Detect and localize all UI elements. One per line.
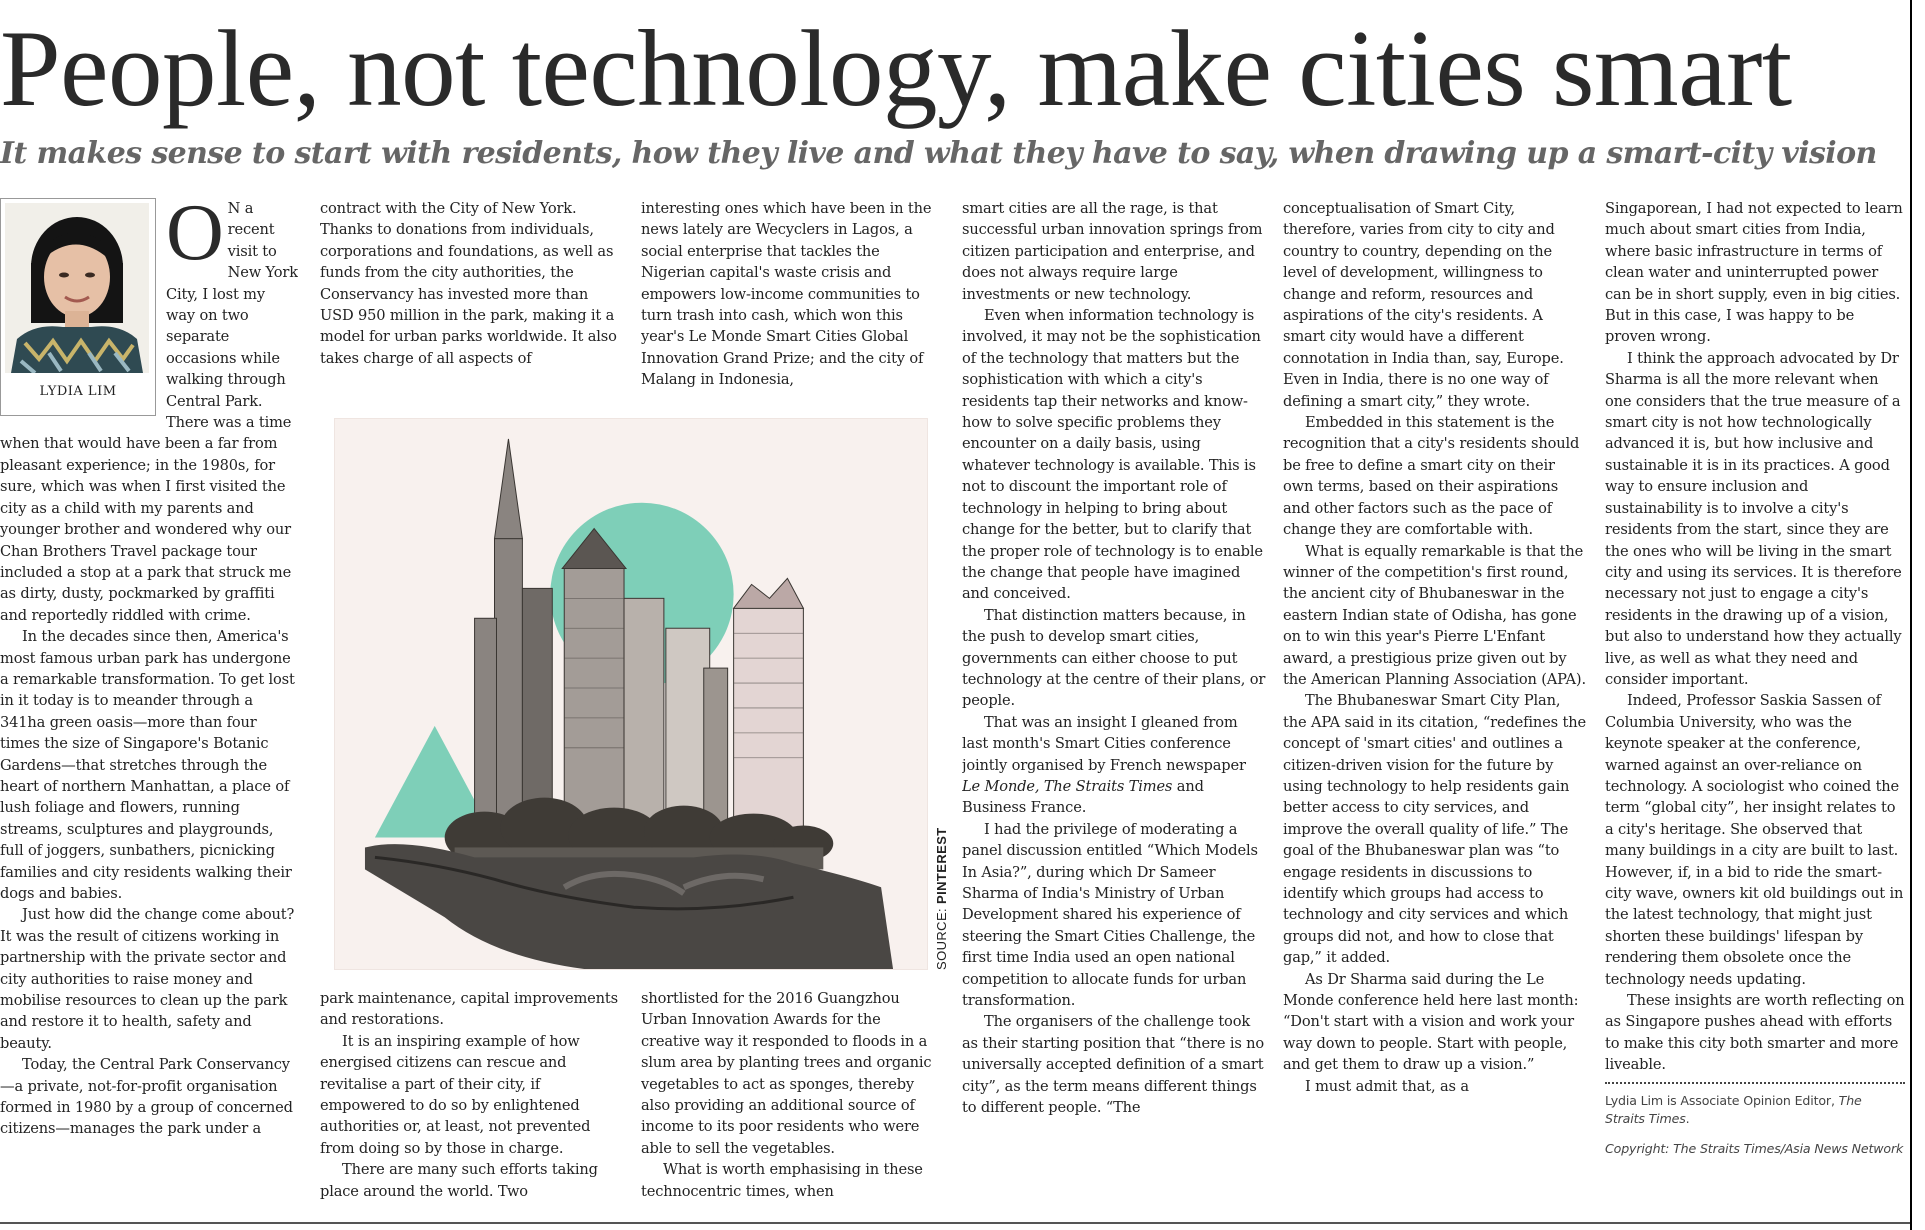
paragraph-text: N a recent visit to New York City, I lost my way on two separate occasions while walking through Central Park. There was a time when that would have been a far from pleasant experience; in the 1980s, for sure, which was when I first visited the city as a child with my parents and younger brother and wondered why our Chan Brothers Travel package tour included a stop at a park that struck me as dirty, dusty, pockmarked by graffiti and reportedly riddled with crime. xyxy=(0,200,298,624)
author-name: LYDIA LIM xyxy=(39,384,117,399)
paragraph: What is worth emphasising in these technocentric times, when xyxy=(641,1161,923,1200)
paragraph: conceptualisation of Smart City, therefore, varies from city to city and country to country, depending on the level of development, willingness to change and reform, resources and aspirations of the city's residents. A smart city would have a different connotation in India than, say, Europe. Even in India, there is no one way of defining a smart city,” they wrote. xyxy=(1283,200,1564,410)
paragraph: Indeed, Professor Saskia Sassen of Columbia University, who was the keynote speaker at the conference, warned against an over-reliance on technology. A sociologist who coined the term “global city”, her insight relates to a city's heritage. She observed that many buildings in a city are built to last. However, if, in a bid to ride the smart-city wave, owners kit old buildings out in the latest technology, that might just shorten these buildings' lifespan by rendering them obsolete once the technology needs updating. xyxy=(1605,692,1904,988)
author-photo xyxy=(5,203,149,373)
standfirst: It makes sense to start with residents, how they live and what they have to say, when drawing up a smart-city vision xyxy=(0,136,1877,171)
article-column-5 xyxy=(1283,198,1588,1208)
paragraph: These insights are worth reflecting on as Singapore pushes ahead with efforts to make this city both smarter and more liveable. xyxy=(1605,992,1905,1074)
author-note-text: Lydia Lim is Associate Opinion Editor, xyxy=(1605,1092,1839,1108)
paragraph: park maintenance, capital improvements and restorations. xyxy=(320,990,618,1029)
paragraph-text: That was an insight I gleaned from last month's Smart Cities conference jointly organised by French newspaper xyxy=(962,713,1246,774)
paragraph: I think the approach advocated by Dr Sharma is all the more relevant when one considers that the true measure of a smart city is not how technologically advanced it is, but how inclusive and sustainable it is in its practices. A good way to ensure inclusion and sustainability is to involve a city's residents from the start, since they are the ones who will be living in the smart city and using its services. It is therefore necessary not just to engage a city's residents in the drawing up of a vision, but also to understand how they actually live, as well as what they need and consider important. xyxy=(1605,349,1902,688)
paragraph: Singaporean, I had not expected to learn much about smart cities from India, where basic infrastructure in terms of clean water and uninterrupted power can be in short supply, even in big cities. But in this case, I was happy to be proven wrong. xyxy=(1605,200,1903,346)
credit-source: PINTEREST xyxy=(934,827,949,904)
dotted-divider xyxy=(1605,1082,1905,1084)
paragraph: I must admit that, as a xyxy=(1305,1077,1469,1095)
paragraph: contract with the City of New York. Thanks to donations from individuals, corporations and foundations, as well as funds from the city authorities, the Conservancy has invested more than USD 950 million in the park, making it a model for urban parks worldwide. It also takes charge of all aspects of xyxy=(320,200,617,367)
paragraph: It is an inspiring example of how energised citizens can rescue and revitalise a part of their city, if empowered to do so by enlightened authorities or, at least, not prevented from doing so by those in charge. xyxy=(320,1032,591,1157)
paragraph: Just how did the change come about? It was the result of citizens working in partnership with the private sector and city authorities to raise money and mobilise resources to clean up the park and restore it to health, safety and beauty. xyxy=(0,906,295,1052)
illustration-city-in-hand xyxy=(334,418,928,970)
paragraph: That distinction matters because, in the push to develop smart cities, governments can either choose to put technology at the centre of their plans, or people. xyxy=(962,606,1266,710)
page-edge-rule xyxy=(1910,0,1912,1230)
author-box xyxy=(0,198,156,416)
bottom-rule xyxy=(0,1222,1910,1224)
paragraph: shortlisted for the 2016 Guangzhou Urban Innovation Awards for the creative way it responded to floods in a slum area by planting trees and organic vegetables to act as sponges, thereby also providing an additional source of income to its poor residents who were able to sell the vegetables. xyxy=(641,990,932,1157)
paragraph: In the decades since then, America's most famous urban park has undergone a remarkable transformation. To get lost in it today is to meander through a 341ha green oasis—more than four times the size of Singapore's Botanic Gardens—that stretches through the heart of northern Manhattan, a place of lush foliage and flowers, running streams, sculptures and playgrounds, full of joggers, sunbathers, picnicking families and city residents walking their dogs and babies. xyxy=(0,628,295,902)
article-column-6 xyxy=(1605,198,1905,1208)
author-note xyxy=(1605,1092,1905,1128)
paragraph: I had the privilege of moderating a panel discussion entitled “Which Models In Asia?”, during which Dr Sameer Sharma of India's Ministry of Urban Development shared his experience of steering the Smart Cities Challenge, the first time India used an open national competition to allocate funds for urban transformation. xyxy=(962,820,1258,1010)
paragraph: The Bhubaneswar Smart City Plan, the APA said in its citation, “redefines the concept of 'smart cities' and outlines a citizen-driven vision for the future by using technology to help residents gain better access to city services, and improve the overall quality of life.” The goal of the Bhubaneswar plan was “to engage residents in discussions to identify which groups had access to technology and city services and which groups did not, and how to close that gap,” it added. xyxy=(1283,692,1586,967)
article-column-4 xyxy=(962,198,1266,1208)
publication-name: The Straits Times xyxy=(1605,1092,1862,1126)
paragraph: Embedded in this statement is the recognition that a city's residents should be free to define a smart city on their own terms, based on their aspirations and other factors such as the pace of change they are comfortable with. xyxy=(1283,414,1580,539)
paragraph: smart cities are all the rage, is that successful urban innovation springs from citizen participation and enterprise, and does not always require large investments or new technology. xyxy=(962,200,1263,303)
paragraph: interesting ones which have been in the news lately are Wecyclers in Lagos, a social enterprise that tackles the Nigerian capital's waste crisis and empowers low-income communities to turn trash into cash, which won this year's Le Monde Smart Cities Global Innovation Grand Prize; and the city of Malang in Indonesia, xyxy=(641,200,932,389)
copyright-notice: Copyright: The Straits Times/Asia News Network xyxy=(1605,1140,1904,1156)
paragraph: As Dr Sharma said during the Le Monde conference held here last month: “Don't start with a vision and work your way down to people. Start with people, and get them to draw up a vision.” xyxy=(1283,970,1579,1074)
paragraph: What is equally remarkable is that the winner of the competition's first round, the ancient city of Bhubaneswar in the eastern Indian state of Odisha, has gone on to win this year's Pierre L'Enfant award, a prestigious prize given out by the American Planning Association (APA). xyxy=(1283,542,1586,688)
paragraph: Even when information technology is involved, it may not be the sophistication of the technology that matters but the sophistication with which a city's residents tap their networks and know-how to solve specific problems they encounter on a daily basis, using whatever technology is available. This is not to discount the important role of technology in helping to bring about change for the better, but to clarify that the proper role of technology is to enable the change that people have imagined and conceived. xyxy=(962,307,1263,603)
publication-names: Le Monde, The Straits Times xyxy=(962,777,1173,795)
paragraph xyxy=(962,712,1266,819)
paragraph: There are many such efforts taking place around the world. Two xyxy=(320,1161,598,1200)
paragraph: Today, the Central Park Conservancy—a private, not-for-profit organisation formed in 1980 by a group of concerned citizens—manages the park under a xyxy=(0,1056,293,1138)
article-column-1 xyxy=(0,198,298,1208)
author-note-text: . xyxy=(1685,1110,1690,1126)
headline: People, not technology, make cities smart xyxy=(0,8,1792,129)
credit-label: SOURCE: xyxy=(934,907,949,970)
paragraph: The organisers of the challenge took as their starting position that “there is no universally accepted definition of a smart city”, as the term means different things to different people. “The xyxy=(962,1013,1265,1117)
paragraph-text: and Business France. xyxy=(962,777,1204,817)
image-source-credit xyxy=(934,827,954,970)
city-in-hand-image xyxy=(335,419,927,969)
drop-cap: O xyxy=(166,198,224,277)
